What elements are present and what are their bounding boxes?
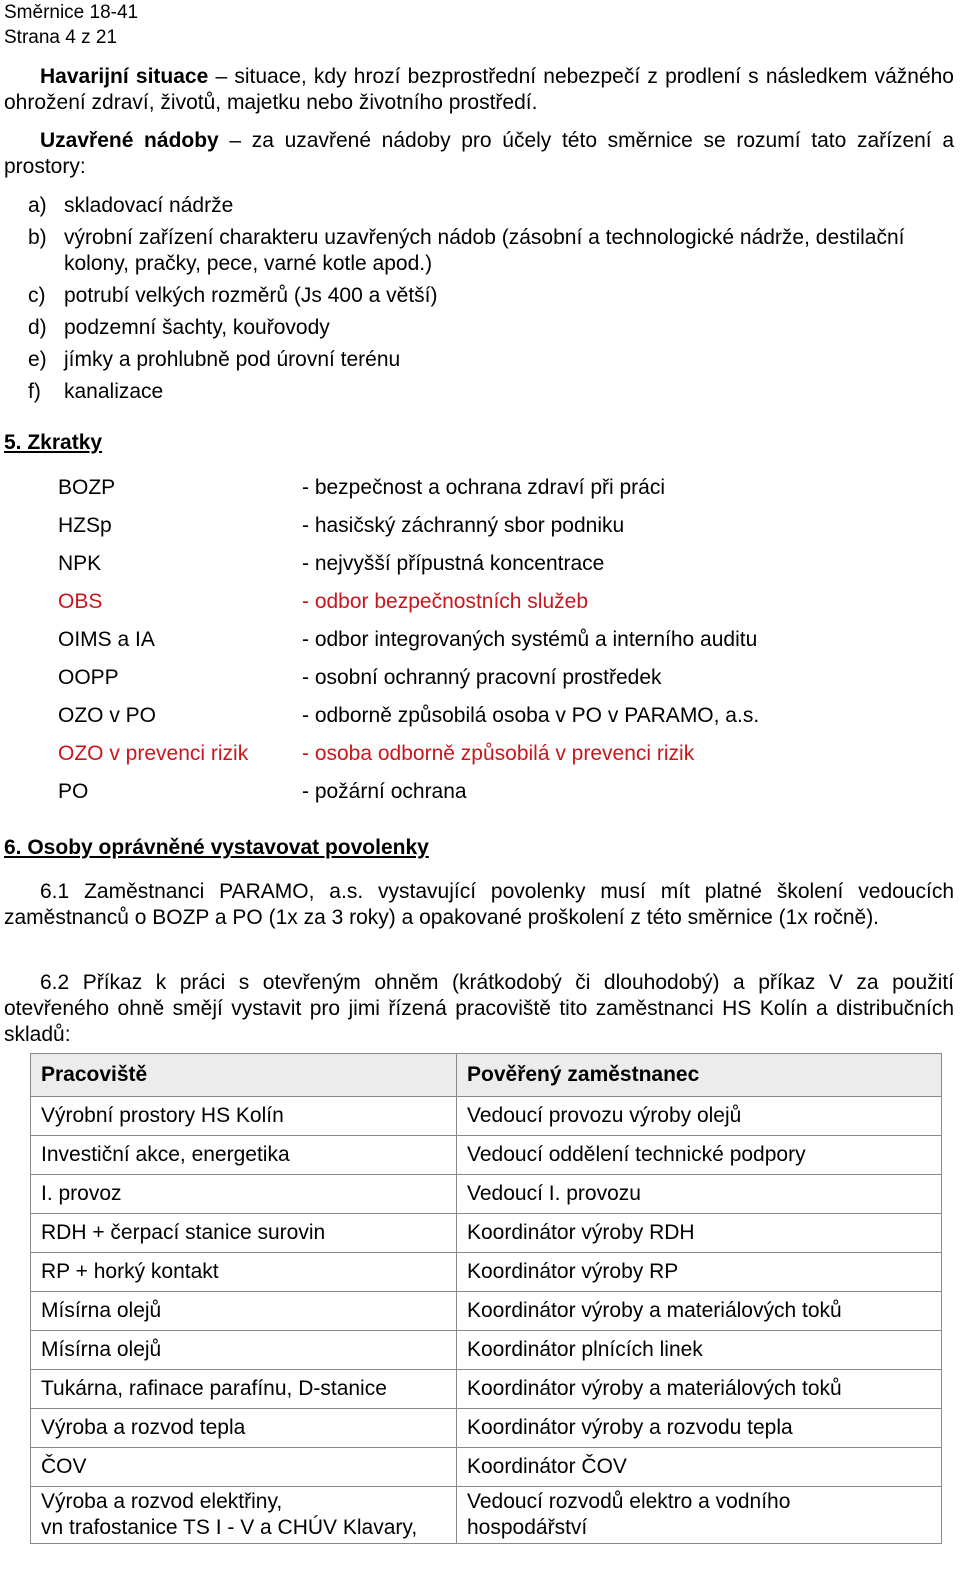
abbreviation-row (58, 587, 958, 617)
abbreviation-row (58, 701, 958, 731)
abbreviation-key: OZO v prevenci rizik (58, 742, 249, 765)
header-employee: Pověřený zaměstnanec (457, 1054, 942, 1097)
abbreviation-row (58, 473, 958, 503)
list-item (28, 347, 958, 373)
list-item-text: skladovací nádrže (64, 194, 234, 217)
table-row (31, 1175, 942, 1214)
abbreviation-row (58, 549, 958, 579)
list-item-label: c) (28, 284, 46, 307)
cell-employee: Koordinátor plnících linek (457, 1331, 942, 1370)
term-uzavrene: Uzavřené nádoby (40, 129, 219, 152)
abbreviation-key: HZSp (58, 514, 112, 537)
cell-employee: Vedoucí provozu výroby olejů (457, 1097, 942, 1136)
list-item-label: b) (28, 226, 47, 249)
cell-workplace: Investiční akce, energetika (31, 1136, 457, 1175)
table-row (31, 1409, 942, 1448)
authorized-persons-table (30, 1053, 942, 1544)
table-row (31, 1487, 942, 1544)
abbreviation-value: - odbor integrovaných systémů a interního auditu (302, 628, 758, 651)
abbreviation-key: OIMS a IA (58, 628, 155, 651)
abbreviation-row (58, 777, 958, 807)
cell-employee: Koordinátor výroby RP (457, 1253, 942, 1292)
list-item-label: a) (28, 194, 47, 217)
abbreviation-value: - odborně způsobilá osoba v PO v PARAMO, a.s. (302, 704, 760, 727)
cell-workplace: Tukárna, rafinace parafínu, D-stanice (31, 1370, 457, 1409)
list-item (28, 283, 958, 309)
table-header-row (31, 1054, 942, 1097)
cell-workplace: I. provoz (31, 1175, 457, 1214)
abbreviation-key: BOZP (58, 476, 116, 499)
abbreviation-row (58, 663, 958, 693)
list-item-text: kanalizace (64, 380, 164, 403)
list-item-text: výrobní zařízení charakteru uzavřených nádob (zásobní a technologické nádrže, destilační kolony, pračky, pece, varné kotle apod.) (64, 226, 905, 275)
list-item (28, 225, 958, 277)
cell-workplace: ČOV (31, 1448, 457, 1487)
table-row (31, 1448, 942, 1487)
table-row (31, 1136, 942, 1175)
list-item-label: d) (28, 316, 47, 339)
paragraph-6-2: 6.2 Příkaz k práci s otevřeným ohněm (krátkodobý či dlouhodobý) a příkaz V za použití otevřeného ohně smějí vystavit pro jimi řízená pracoviště tito zaměstnanci HS Kolín a distribučních skladů: (4, 971, 954, 1046)
definition-uzavrene-text: – za uzavřené nádoby pro účely této směrnice se rozumí tato zařízení a prostory: (4, 129, 954, 178)
abbreviation-value: - požární ochrana (302, 780, 467, 803)
term-havarijni: Havarijní situace (40, 65, 209, 88)
table-row (31, 1292, 942, 1331)
list-item-text: podzemní šachty, kouřovody (64, 316, 330, 339)
definition-uzavrene (4, 128, 954, 180)
table-row (31, 1097, 942, 1136)
abbreviation-value: - hasičský záchranný sbor podniku (302, 514, 625, 537)
abbreviation-value: - nejvyšší přípustná koncentrace (302, 552, 605, 575)
header-workplace: Pracoviště (31, 1054, 457, 1097)
cell-employee: Koordinátor výroby a materiálových toků (457, 1370, 942, 1409)
cell-employee: Vedoucí I. provozu (457, 1175, 942, 1214)
cell-employee: Koordinátor výroby RDH (457, 1214, 942, 1253)
definition-havarijni-text: – situace, kdy hrozí bezprostřední nebezpečí z prodlení s následkem vážného ohrožení zdraví, životů, majetku nebo životního prostředí. (4, 65, 954, 114)
cell-workplace: RDH + čerpací stanice surovin (31, 1214, 457, 1253)
definition-havarijni (4, 64, 954, 116)
table-row (31, 1370, 942, 1409)
abbreviation-row (58, 625, 958, 655)
abbreviation-row (58, 739, 958, 769)
cell-workplace: Výrobní prostory HS Kolín (31, 1097, 457, 1136)
cell-employee: Vedoucí rozvodů elektro a vodního hospodářství (457, 1487, 942, 1544)
cell-workplace: RP + horký kontakt (31, 1253, 457, 1292)
table-row (31, 1331, 942, 1370)
abbreviation-key: NPK (58, 552, 102, 575)
document-id: Směrnice 18-41 (4, 2, 139, 23)
cell-employee: Koordinátor výroby a rozvodu tepla (457, 1409, 942, 1448)
list-item (28, 379, 958, 405)
cell-employee: Koordinátor ČOV (457, 1448, 942, 1487)
section-6-heading: 6. Osoby oprávněné vystavovat povolenky (4, 836, 429, 859)
abbreviation-key: PO (58, 780, 89, 803)
table-row (31, 1214, 942, 1253)
list-item (28, 193, 958, 219)
page-number: Strana 4 z 21 (4, 27, 118, 48)
paragraph-6-1: 6.1 Zaměstnanci PARAMO, a.s. vystavující povolenky musí mít platné školení vedoucích zaměstnanců o BOZP a PO (1x za 3 roky) a opakované proškolení z této směrnice (1x ročně). (4, 880, 954, 929)
abbreviation-value: - odbor bezpečnostních služeb (302, 590, 589, 613)
abbreviation-value: - bezpečnost a ochrana zdraví při práci (302, 476, 666, 499)
abbreviation-key: OZO v PO (58, 704, 157, 727)
cell-workplace: Výroba a rozvod tepla (31, 1409, 457, 1448)
uzavrene-list (28, 193, 958, 411)
abbreviation-key: OOPP (58, 666, 119, 689)
section-5-heading: 5. Zkratky (4, 431, 103, 454)
abbreviation-key: OBS (58, 590, 103, 613)
list-item-label: e) (28, 348, 47, 371)
cell-workplace: Mísírna olejů (31, 1292, 457, 1331)
abbreviation-value: - osobní ochranný pracovní prostředek (302, 666, 662, 689)
table-row (31, 1253, 942, 1292)
cell-employee: Vedoucí oddělení technické podpory (457, 1136, 942, 1175)
list-item-label: f) (28, 380, 41, 403)
list-item (28, 315, 958, 341)
cell-workplace: Výroba a rozvod elektřiny, vn trafostanice TS I - V a CHÚV Klavary, (31, 1487, 457, 1544)
cell-workplace: Mísírna olejů (31, 1331, 457, 1370)
list-item-text: potrubí velkých rozměrů (Js 400 a větší) (64, 284, 438, 307)
list-item-text: jímky a prohlubně pod úrovní terénu (64, 348, 401, 371)
abbreviation-value: - osoba odborně způsobilá v prevenci rizik (302, 742, 695, 765)
abbreviation-row (58, 511, 958, 541)
cell-employee: Koordinátor výroby a materiálových toků (457, 1292, 942, 1331)
page-header (4, 0, 138, 50)
